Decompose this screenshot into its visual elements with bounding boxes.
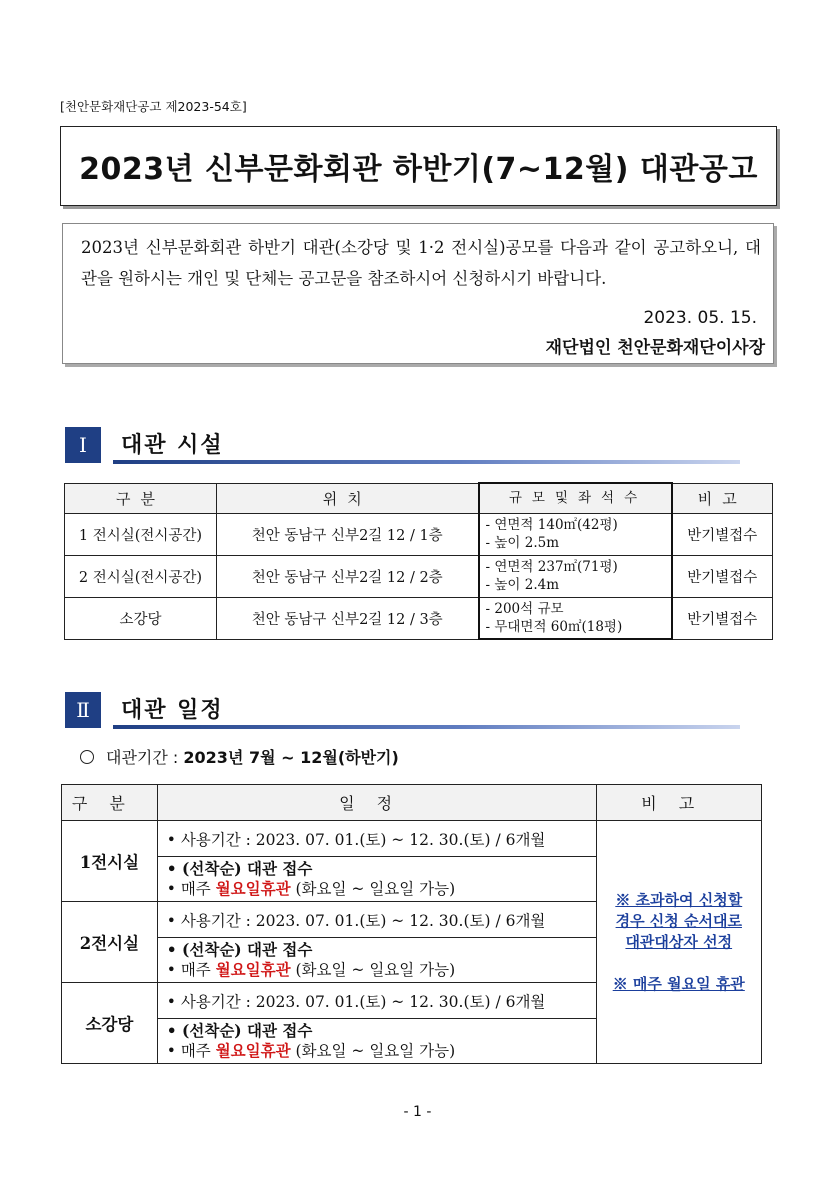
table-row (65, 555, 773, 597)
header-category: 구분 (62, 785, 158, 821)
facility-note: 반기별접수 (672, 597, 773, 639)
weekly-prefix: • 매주 (166, 961, 216, 979)
header-schedule: 일정 (157, 785, 596, 821)
remark-line-2: 경우 신청 순서대로 (615, 911, 742, 930)
header-location: 위치 (217, 483, 479, 513)
scale-area: - 연면적 237㎡(71평) (485, 559, 618, 575)
usage-period: • 사용기간 : 2023. 07. 01.(토) ~ 12. 30.(토) / 6개월 (157, 821, 596, 857)
section-1-number: Ⅰ (65, 427, 101, 463)
facility-scale (479, 597, 672, 639)
section-2-number: Ⅱ (65, 692, 101, 728)
schedule-facility: 소강당 (62, 983, 158, 1064)
scale-stage: - 무대면적 60㎡(18평) (485, 618, 623, 635)
header-remark: 비고 (596, 785, 761, 821)
period-value: 2023년 7월 ~ 12월(하반기) (183, 748, 399, 767)
accept-line: • (선착순) 대관 접수 (166, 940, 313, 959)
intro-paragraph: 2023년 신부문화회관 하반기 대관(소강당 및 1·2 전시실)공모를 다음과 같이 공고하오니, 대관을 원하시는 개인 및 단체는 공고문을 참조하시어 신청하시기 바랍니다. (81, 238, 761, 288)
header-scale: 규모및좌석수 (479, 483, 672, 513)
accept-line: • (선착순) 대관 접수 (166, 1021, 313, 1040)
section-2-title: 대관 일정 (121, 698, 224, 723)
accept-line: • (선착순) 대관 접수 (166, 859, 313, 878)
facility-table (64, 482, 773, 640)
weekly-line (167, 879, 596, 899)
page-number: - 1 - (403, 1104, 432, 1120)
facility-scale (479, 513, 672, 555)
facility-location: 천안 동남구 신부2길 12 / 3층 (217, 597, 479, 639)
circle-bullet-icon (80, 750, 94, 764)
weekly-prefix: • 매주 (166, 1042, 216, 1060)
weekly-prefix: • 매주 (166, 880, 216, 898)
facility-location: 천안 동남구 신부2길 12 / 2층 (217, 555, 479, 597)
facility-note: 반기별접수 (672, 513, 773, 555)
section-2-underline (113, 725, 740, 729)
facility-name: 2 전시실(전시공간) (65, 555, 217, 597)
table-row (65, 513, 773, 555)
schedule-facility: 1전시실 (62, 821, 158, 902)
accept-info (157, 938, 596, 983)
table-row (65, 597, 773, 639)
facility-scale (479, 555, 672, 597)
remark-line-1: ※ 초과하여 신청할 (615, 890, 743, 909)
header-note: 비고 (672, 483, 773, 513)
facility-location: 천안 동남구 신부2길 12 / 1층 (217, 513, 479, 555)
facility-name: 소강당 (65, 597, 217, 639)
schedule-remark (596, 821, 761, 1064)
announcement-date: 2023. 05. 15. (643, 308, 757, 328)
period-label: 대관기간 : (106, 748, 179, 767)
weekly-suffix: (화요일 ~ 일요일 가능) (290, 1042, 456, 1060)
notice-number: [천안문화재단공고 제2023-54호] (60, 99, 247, 114)
schedule-table (61, 784, 762, 1064)
facility-name: 1 전시실(전시공간) (65, 513, 217, 555)
closed-day: 월요일휴관 (215, 960, 291, 979)
signer: 재단법인 천안문화재단이사장 (545, 338, 765, 358)
scale-area: - 연면적 140㎡(42평) (485, 517, 618, 533)
weekly-line (167, 960, 596, 980)
weekly-suffix: (화요일 ~ 일요일 가능) (290, 880, 456, 898)
weekly-line (167, 1041, 596, 1061)
closed-day: 월요일휴관 (215, 879, 291, 898)
scale-height: - 높이 2.5m (485, 535, 559, 551)
usage-period: • 사용기간 : 2023. 07. 01.(토) ~ 12. 30.(토) / 6개월 (157, 983, 596, 1019)
table-row (62, 821, 762, 857)
schedule-facility: 2전시실 (62, 902, 158, 983)
remark-closed-monday: ※ 매주 월요일 휴관 (612, 974, 745, 993)
facility-note: 반기별접수 (672, 555, 773, 597)
section-1-underline (113, 460, 740, 464)
accept-info (157, 1019, 596, 1064)
closed-day: 월요일휴관 (215, 1041, 291, 1060)
page-title: 2023년 신부문화회관 하반기(7~12월) 대관공고 (79, 152, 758, 187)
usage-period: • 사용기간 : 2023. 07. 01.(토) ~ 12. 30.(토) / 6개월 (157, 902, 596, 938)
weekly-suffix: (화요일 ~ 일요일 가능) (290, 961, 456, 979)
intro-box (62, 223, 774, 364)
section-1-title: 대관 시설 (121, 433, 224, 458)
accept-info (157, 857, 596, 902)
rental-period (80, 745, 399, 768)
scale-height: - 높이 2.4m (485, 577, 559, 593)
scale-seats: - 200석 규모 (485, 600, 564, 617)
remark-spacer (597, 953, 761, 974)
title-box (60, 126, 777, 206)
remark-line-3: 대관대상자 선정 (625, 932, 733, 951)
header-category: 구분 (65, 483, 217, 513)
